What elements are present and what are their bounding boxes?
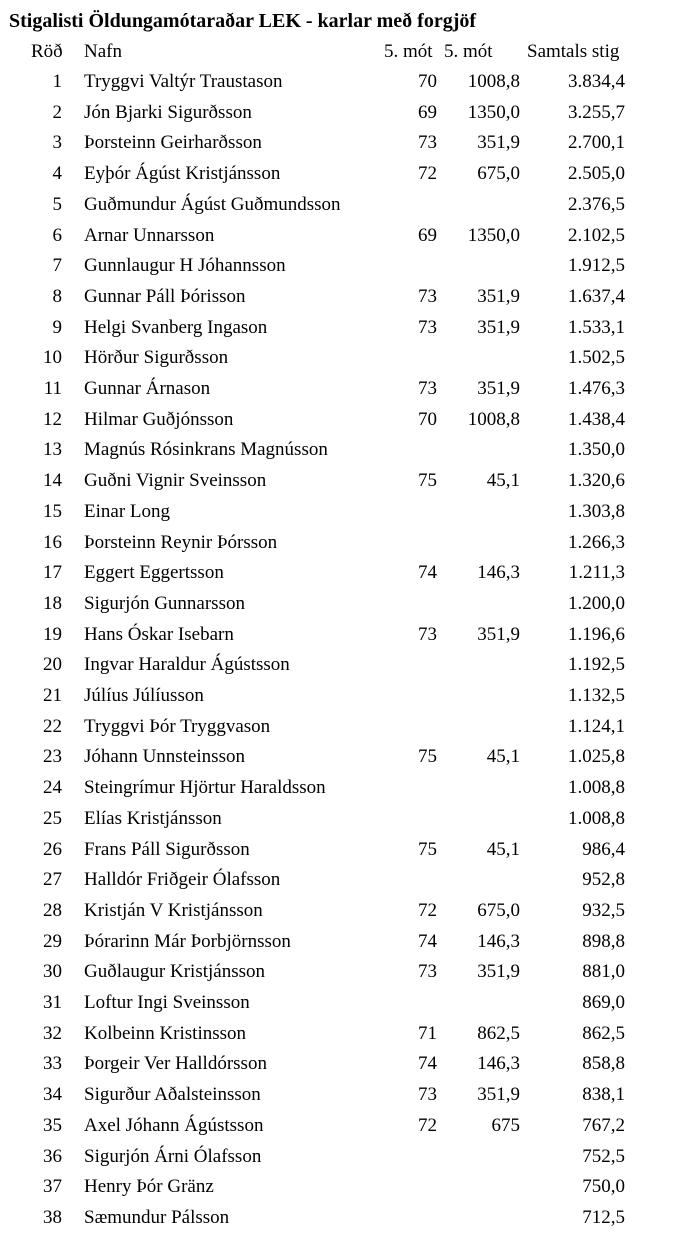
row-total: 2.102,5 xyxy=(568,224,625,246)
row-name: Loftur Ingi Sveinsson xyxy=(84,992,250,1013)
row-mot-1: 69 xyxy=(418,224,437,246)
row-mot-1: 75 xyxy=(418,470,437,492)
header-total: Samtals stig xyxy=(527,41,620,62)
row-name: Steingrímur Hjörtur Haraldsson xyxy=(84,777,326,799)
table-row xyxy=(0,1172,698,1202)
row-name: Þorsteinn Reynir Þórsson xyxy=(84,531,278,553)
row-rank: 15 xyxy=(43,500,62,522)
table-row xyxy=(0,558,698,588)
row-total: 898,8 xyxy=(582,930,625,952)
row-total: 1.912,5 xyxy=(568,255,625,277)
row-rank: 9 xyxy=(52,316,62,338)
table-row xyxy=(0,1019,698,1049)
row-mot-2: 351,9 xyxy=(477,132,520,154)
row-total: 1.196,6 xyxy=(568,623,625,645)
table-row xyxy=(0,159,698,189)
table-row xyxy=(0,282,698,312)
row-mot-2: 351,9 xyxy=(477,623,520,645)
row-mot-1: 72 xyxy=(418,899,437,921)
row-name: Jón Bjarki Sigurðsson xyxy=(84,101,252,123)
row-rank: 34 xyxy=(43,1084,62,1106)
page-title: Stigalisti Öldungamótaraðar LEK - karlar með forgjöf xyxy=(9,10,477,32)
row-name: Hans Óskar Isebarn xyxy=(84,623,234,645)
row-total: 838,1 xyxy=(582,1084,625,1106)
row-total: 1.266,3 xyxy=(568,531,625,553)
row-name: Tryggvi Þór Tryggvason xyxy=(84,715,271,737)
row-total: 932,5 xyxy=(582,899,625,921)
row-rank: 14 xyxy=(43,470,62,492)
table-row xyxy=(0,620,698,650)
row-mot-1: 69 xyxy=(418,101,437,123)
row-name: Gunnar Páll Þórisson xyxy=(84,285,246,307)
row-rank: 12 xyxy=(43,408,62,430)
row-rank: 23 xyxy=(43,746,62,768)
row-rank: 8 xyxy=(52,285,62,307)
table-header xyxy=(0,37,698,67)
row-name: Hörður Sigurðsson xyxy=(84,347,229,369)
row-name: Ingvar Haraldur Ágústsson xyxy=(84,654,290,676)
table-row xyxy=(0,589,698,619)
header-mot-2: 5. mót xyxy=(444,41,493,62)
row-rank: 20 xyxy=(43,654,62,676)
row-name: Sigurjón Árni Ólafsson xyxy=(84,1145,262,1167)
row-mot-1: 71 xyxy=(418,1022,437,1044)
row-rank: 29 xyxy=(43,930,62,952)
row-total: 1.124,1 xyxy=(568,715,625,737)
row-total: 1.502,5 xyxy=(568,347,625,369)
row-name: Tryggvi Valtýr Traustason xyxy=(84,71,283,92)
table-row xyxy=(0,681,698,711)
row-total: 1.008,8 xyxy=(568,807,625,829)
row-total: 1.200,0 xyxy=(568,592,625,614)
row-total: 1.192,5 xyxy=(568,654,625,676)
row-rank: 2 xyxy=(52,101,62,123)
row-total: 1.350,0 xyxy=(568,439,625,461)
row-rank: 27 xyxy=(43,869,62,891)
row-mot-2: 1350,0 xyxy=(467,101,520,123)
row-mot-1: 70 xyxy=(418,71,437,92)
row-mot-2: 675,0 xyxy=(477,899,520,921)
row-rank: 17 xyxy=(43,562,62,584)
row-total: 3.255,7 xyxy=(568,101,625,123)
table-row xyxy=(0,865,698,895)
row-mot-1: 73 xyxy=(418,623,437,645)
row-total: 1.476,3 xyxy=(568,378,625,399)
row-mot-1: 73 xyxy=(418,378,437,399)
row-total: 952,8 xyxy=(582,869,625,891)
row-mot-1: 73 xyxy=(418,316,437,338)
row-mot-2: 675 xyxy=(491,1114,520,1136)
table-row xyxy=(0,742,698,772)
row-mot-2: 45,1 xyxy=(486,746,520,768)
row-rank: 5 xyxy=(52,193,62,215)
row-rank: 10 xyxy=(43,347,62,369)
table-row xyxy=(0,374,698,404)
row-total: 1.303,8 xyxy=(568,500,625,522)
row-name: Elías Kristjánsson xyxy=(84,807,222,829)
row-total: 862,5 xyxy=(582,1022,625,1044)
row-rank: 16 xyxy=(43,531,62,553)
table-row xyxy=(0,957,698,987)
row-rank: 30 xyxy=(43,961,62,983)
row-name: Júlíus Júlíusson xyxy=(84,685,204,706)
row-rank: 22 xyxy=(43,715,62,737)
row-total: 750,0 xyxy=(582,1176,625,1198)
row-rank: 38 xyxy=(43,1206,62,1228)
row-name: Þorgeir Ver Halldórsson xyxy=(84,1053,267,1075)
row-mot-1: 73 xyxy=(418,961,437,983)
row-total: 1.533,1 xyxy=(568,316,625,338)
row-name: Eyþór Ágúst Kristjánsson xyxy=(84,163,281,185)
row-name: Henry Þór Gränz xyxy=(84,1176,214,1198)
row-mot-2: 351,9 xyxy=(477,316,520,338)
row-mot-2: 45,1 xyxy=(486,838,520,860)
row-mot-1: 73 xyxy=(418,1084,437,1106)
row-rank: 7 xyxy=(52,255,62,277)
table-row xyxy=(0,927,698,957)
row-rank: 11 xyxy=(43,378,62,399)
row-name: Guðni Vignir Sveinsson xyxy=(84,470,267,492)
row-total: 752,5 xyxy=(582,1145,625,1167)
row-mot-1: 72 xyxy=(418,163,437,185)
row-name: Eggert Eggertsson xyxy=(84,562,224,584)
row-name: Þorsteinn Geirharðsson xyxy=(84,132,262,154)
row-mot-1: 74 xyxy=(418,562,437,584)
row-name: Einar Long xyxy=(84,500,171,522)
header-mot-1: 5. mót xyxy=(384,41,433,62)
table-row xyxy=(0,497,698,527)
row-total: 1.211,3 xyxy=(568,562,625,584)
row-mot-1: 74 xyxy=(418,1053,437,1075)
row-name: Guðmundur Ágúst Guðmundsson xyxy=(84,193,341,215)
row-rank: 19 xyxy=(43,623,62,645)
row-total: 881,0 xyxy=(582,961,625,983)
header-rank: Röð xyxy=(31,41,63,62)
table-row xyxy=(0,896,698,926)
table-row xyxy=(0,988,698,1018)
table-row xyxy=(0,67,698,97)
row-total: 869,0 xyxy=(582,992,625,1013)
row-total: 2.700,1 xyxy=(568,132,625,154)
row-name: Magnús Rósinkrans Magnússon xyxy=(84,439,328,461)
row-mot-2: 351,9 xyxy=(477,378,520,399)
row-name: Helgi Svanberg Ingason xyxy=(84,316,268,338)
row-rank: 3 xyxy=(52,132,62,154)
row-rank: 31 xyxy=(43,992,62,1013)
row-name: Sigurður Aðalsteinsson xyxy=(84,1084,261,1106)
row-rank: 21 xyxy=(43,685,62,706)
row-rank: 13 xyxy=(43,439,62,461)
row-total: 1.132,5 xyxy=(568,685,625,706)
row-mot-2: 146,3 xyxy=(477,930,520,952)
row-total: 1.438,4 xyxy=(568,408,625,430)
row-mot-1: 75 xyxy=(418,838,437,860)
row-mot-2: 1008,8 xyxy=(467,408,520,430)
table-row xyxy=(0,1111,698,1141)
row-rank: 32 xyxy=(43,1022,62,1044)
row-rank: 26 xyxy=(43,838,62,860)
table-row xyxy=(0,1203,698,1233)
row-rank: 36 xyxy=(43,1145,62,1167)
row-rank: 35 xyxy=(43,1114,62,1136)
row-rank: 24 xyxy=(43,777,62,799)
row-name: Jóhann Unnsteinsson xyxy=(84,746,245,768)
row-mot-1: 72 xyxy=(418,1114,437,1136)
row-mot-2: 1350,0 xyxy=(467,224,520,246)
row-total: 712,5 xyxy=(582,1206,625,1228)
row-mot-2: 862,5 xyxy=(477,1022,520,1044)
table-row xyxy=(0,1142,698,1172)
row-mot-1: 73 xyxy=(418,285,437,307)
table-row xyxy=(0,466,698,496)
row-rank: 25 xyxy=(43,807,62,829)
row-name: Kolbeinn Kristinsson xyxy=(84,1022,247,1044)
row-mot-2: 146,3 xyxy=(477,562,520,584)
row-total: 2.505,0 xyxy=(568,163,625,185)
table-row xyxy=(0,435,698,465)
table-row xyxy=(0,190,698,220)
row-mot-1: 75 xyxy=(418,746,437,768)
row-mot-2: 351,9 xyxy=(477,1084,520,1106)
table-row xyxy=(0,313,698,343)
row-name: Þórarinn Már Þorbjörnsson xyxy=(84,930,291,952)
row-mot-2: 45,1 xyxy=(486,470,520,492)
table-row xyxy=(0,405,698,435)
table-row xyxy=(0,343,698,373)
row-total: 1.025,8 xyxy=(568,746,625,768)
table-row xyxy=(0,1049,698,1079)
table-row xyxy=(0,1080,698,1110)
table-row xyxy=(0,835,698,865)
header-name: Nafn xyxy=(84,41,122,62)
row-name: Gunnlaugur H Jóhannsson xyxy=(84,255,286,277)
row-rank: 28 xyxy=(43,899,62,921)
row-name: Halldór Friðgeir Ólafsson xyxy=(84,869,281,891)
row-name: Arnar Unnarsson xyxy=(84,224,215,246)
row-total: 767,2 xyxy=(582,1114,625,1136)
table-row xyxy=(0,221,698,251)
row-rank: 6 xyxy=(52,224,62,246)
row-name: Sæmundur Pálsson xyxy=(84,1206,230,1228)
row-mot-2: 1008,8 xyxy=(467,71,520,92)
row-mot-2: 675,0 xyxy=(477,163,520,185)
row-name: Gunnar Árnason xyxy=(84,378,211,399)
row-rank: 33 xyxy=(43,1053,62,1075)
table-row xyxy=(0,712,698,742)
table-row xyxy=(0,773,698,803)
row-total: 858,8 xyxy=(582,1053,625,1075)
row-rank: 37 xyxy=(43,1176,62,1198)
row-mot-2: 146,3 xyxy=(477,1053,520,1075)
row-name: Kristján V Kristjánsson xyxy=(84,899,263,921)
table-row xyxy=(0,528,698,558)
row-name: Guðlaugur Kristjánsson xyxy=(84,961,266,983)
row-name: Hilmar Guðjónsson xyxy=(84,408,234,430)
row-total: 1.008,8 xyxy=(568,777,625,799)
row-total: 1.637,4 xyxy=(568,285,625,307)
table-row xyxy=(0,251,698,281)
row-mot-1: 73 xyxy=(418,132,437,154)
row-rank: 4 xyxy=(52,163,62,185)
row-name: Axel Jóhann Ágústsson xyxy=(84,1114,264,1136)
row-total: 2.376,5 xyxy=(568,193,625,215)
row-total: 1.320,6 xyxy=(568,470,625,492)
row-rank: 18 xyxy=(43,592,62,614)
row-mot-2: 351,9 xyxy=(477,285,520,307)
table-row xyxy=(0,98,698,128)
table-row xyxy=(0,804,698,834)
row-rank: 1 xyxy=(52,71,62,92)
row-name: Sigurjón Gunnarsson xyxy=(84,592,245,614)
row-total: 3.834,4 xyxy=(568,71,625,92)
row-mot-1: 70 xyxy=(418,408,437,430)
table-row xyxy=(0,128,698,158)
row-name: Frans Páll Sigurðsson xyxy=(84,838,250,860)
table-row xyxy=(0,650,698,680)
row-mot-2: 351,9 xyxy=(477,961,520,983)
row-mot-1: 74 xyxy=(418,930,437,952)
row-total: 986,4 xyxy=(582,838,625,860)
